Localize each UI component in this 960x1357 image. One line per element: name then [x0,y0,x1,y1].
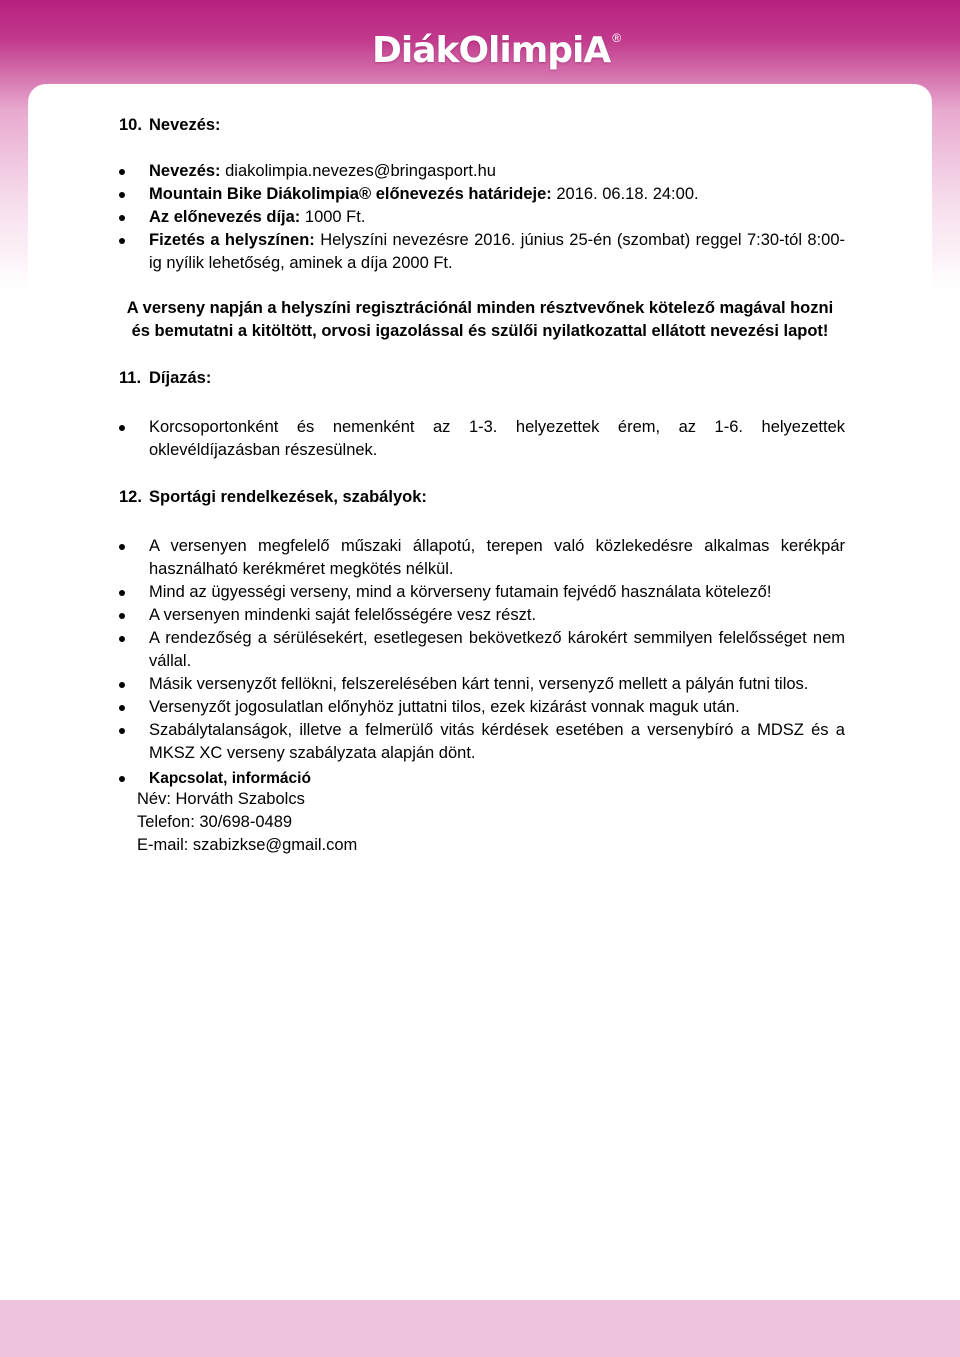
section-title: Sportági rendelkezések, szabályok: [149,488,427,506]
section-title: Díjazás: [149,369,212,387]
section-number: 11. [119,369,142,387]
registration-email-link[interactable]: diakolimpia.nevezes@bringasport.hu [220,162,496,180]
section-heading-nevezes [119,114,221,137]
diakolimpia-logo [372,26,622,74]
item-text: Másik versenyzőt fellökni, felszerelésében kárt tenni, versenyző mellett a pályán futni tilos. [149,675,809,693]
registration-notice: A verseny napján a helyszíni regisztrációnál minden résztvevőnek kötelező magával hozni és bemutatni a kitöltött, orvosi igazolással és szülői nyilatkozattal ellátott nevezési lapot! [126,299,834,340]
bullet-icon [119,238,125,244]
bullet-icon [119,169,125,175]
bullet-icon [119,613,125,619]
bullet-icon [119,192,125,198]
bullet-icon [119,705,125,711]
bullet-icon [119,544,125,550]
contact-email-link[interactable]: szabizkse@gmail.com [192,836,358,854]
item-text: Mind az ügyességi verseny, mind a körverseny futamain fejvédő használata kötelező! [149,583,772,601]
item-text: A versenyen megfelelő műszaki állapotú, terepen való közlekedésre alkalmas kerékpár használható kerékméret megkötés nélkül. [149,537,845,578]
item-label: Mountain Bike Diákolimpia® előnevezés határideje: [149,185,552,203]
logo-text: DiákOlimpiA [372,29,611,71]
item-value: Helyszíni nevezésre 2016. június 25-én (szombat) reggel 7:30-tól 8:00-ig nyílik lehetőség, aminek a díja 2000 Ft. [149,231,846,272]
bullet-icon [119,636,125,642]
item-text: A versenyen mindenki saját felelősségére vesz részt. [149,606,537,624]
item-value: 2016. 06.18. 24:00. [551,185,699,203]
bullet-icon [119,425,125,431]
footer-band [0,1300,960,1357]
section-title: Nevezés: [149,116,221,134]
item-label: Fizetés a helyszínen: [149,231,315,249]
item-text: Versenyzőt jogosulatlan előnyhöz juttatni tilos, ezek kizárást vonnak maguk után. [149,698,740,716]
email-label: E-mail: [137,836,193,854]
contact-title: Kapcsolat, információ [149,770,311,787]
contact-phone: Telefon: 30/698-0489 [137,813,293,831]
bullet-icon [119,776,125,782]
section-heading-dijazas [119,367,211,390]
bullet-icon [119,215,125,221]
registered-mark: ® [612,31,622,45]
item-label: Nevezés: [149,162,221,180]
bullet-icon [119,590,125,596]
section-heading-szabalyok [119,486,427,509]
item-text: Korcsoportonként és nemenként az 1-3. helyezettek érem, az 1-6. helyezettek oklevéldíjazásban részesülnek. [149,418,845,459]
contact-name: Név: Horváth Szabolcs [137,790,305,808]
section-number: 10. [119,116,142,134]
section-number: 12. [119,488,142,506]
bullet-icon [119,728,125,734]
item-text: A rendezőség a sérülésekért, esetlegesen bekövetkező károkért semmilyen felelősséget nem vállal. [149,629,845,670]
item-text: Szabálytalanságok, illetve a felmerülő vitás kérdések esetében a versenybíró a MDSZ és a MKSZ XC verseny szabályzata alapján dönt. [149,721,845,762]
item-value: 1000 Ft. [300,208,366,226]
bullet-icon [119,682,125,688]
item-label: Az előnevezés díja: [149,208,301,226]
contact-email [137,834,357,857]
